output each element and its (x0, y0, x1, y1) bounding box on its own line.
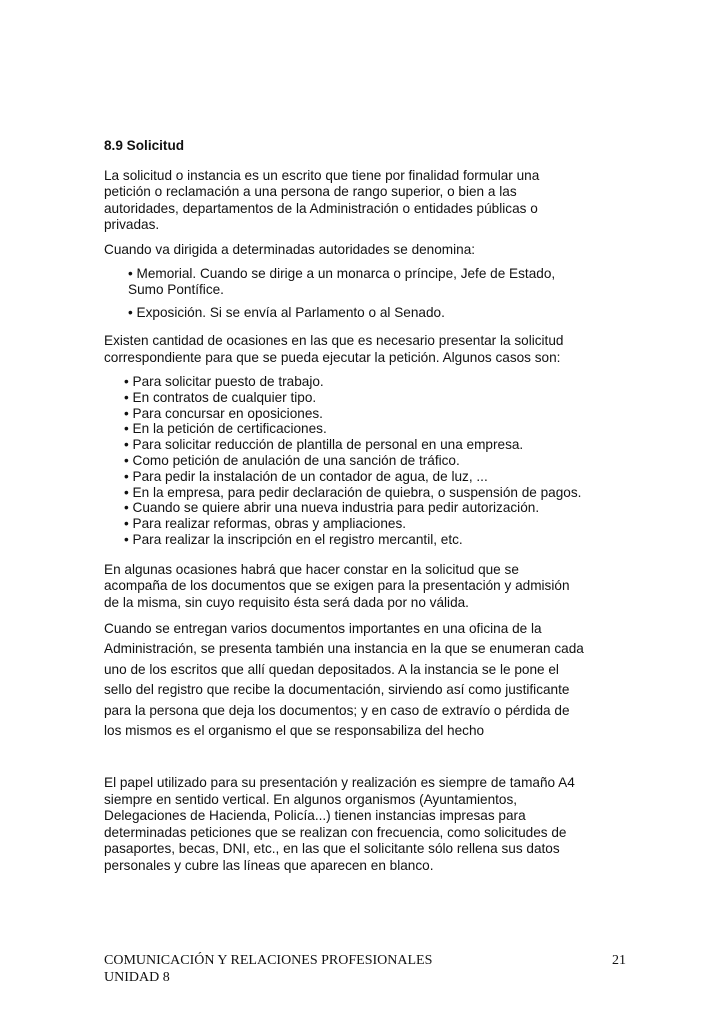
page-content (104, 138, 626, 882)
authorities-list (104, 266, 626, 321)
paragraph-occasions: Existen cantidad de ocasiones en las que es necesario presentar la solicitud correspondiente para que se pueda ejecutar la petición. Algunos casos son: (104, 333, 564, 365)
list-item: • En la petición de certificaciones. (124, 421, 327, 437)
list-item: • Para concursar en oposiciones. (124, 405, 323, 421)
list-item: • Para realizar la inscripción en el registro mercantil, etc. (124, 532, 463, 548)
list-item: • En contratos de cualquier tipo. (124, 389, 317, 405)
section-title: 8.9 Solicitud (104, 138, 185, 153)
list-item: • Para solicitar reducción de plantilla de personal en una empresa. (124, 437, 524, 453)
paragraph-authorities-intro: Cuando va dirigida a determinadas autoridades se denomina: (104, 241, 476, 257)
list-item: • En la empresa, para pedir declaración de quiebra, o suspensión de pagos. (124, 484, 582, 500)
list-item: • Memorial. Cuando se dirige a un monarca o príncipe, Jefe de Estado, Sumo Pontífice. (128, 266, 556, 298)
footer-unit: UNIDAD 8 (104, 970, 170, 985)
list-item: • Exposición. Si se envía al Parlamento o al Senado. (128, 304, 445, 320)
paragraph-documents-attached: En algunas ocasiones habrá que hacer constar en la solicitud que se acompaña de los documentos que se exigen para la presentación y admisión de la misma, sin cuyo requisito ésta será dada por no válida. (104, 561, 570, 610)
page-number: 21 (612, 953, 626, 968)
footer-course-title: COMUNICACIÓN Y RELACIONES PROFESIONALES (104, 953, 433, 968)
footer-course-line (104, 952, 626, 970)
paragraph-paper-format: El papel utilizado para su presentación y realización es siempre de tamaño A4 siempre en sentido vertical. En algunos organismos (Ayuntamientos, Delegaciones de Hacienda, Policía...) tienen instancias impresas para determinadas peticiones que se realizan con frecuencia, como solicitudes de pasaportes, becas, DNI, etc., en las que el solicitante sólo rellena sus datos personales y cubre las líneas que aparecen en blanco. (104, 775, 575, 873)
list-item: • Para realizar reformas, obras y ampliaciones. (124, 516, 407, 532)
paragraph-definition: La solicitud o instancia es un escrito que tiene por finalidad formular una petición o reclamación a una persona de rango superior, o bien a las autoridades, departamentos de la Administración o entidades públicas o privadas. (104, 168, 540, 233)
list-item: • Para solicitar puesto de trabajo. (124, 374, 324, 390)
footer-unit-line (104, 969, 626, 987)
list-item: • Para pedir la instalación de un contador de agua, de luz, ... (124, 468, 488, 484)
cases-list (104, 374, 626, 548)
list-item: • Como petición de anulación de una sanción de tráfico. (124, 453, 460, 469)
list-item: • Cuando se quiere abrir una nueva industria para pedir autorización. (124, 500, 540, 516)
paragraph-spacer (104, 749, 626, 775)
paragraph-administration-submission: Cuando se entregan varios documentos importantes en una oficina de la Administración, se presenta también una instancia en la que se enumeran cada uno de los escritos que allí quedan depositados. A la instancia se le pone el sello del registro que recibe la documentación, sirviendo así como justificante para la persona que deja los documentos; y en caso de extravío o pérdida de los mismos es el organismo el que se responsabiliza del hecho (104, 621, 584, 739)
